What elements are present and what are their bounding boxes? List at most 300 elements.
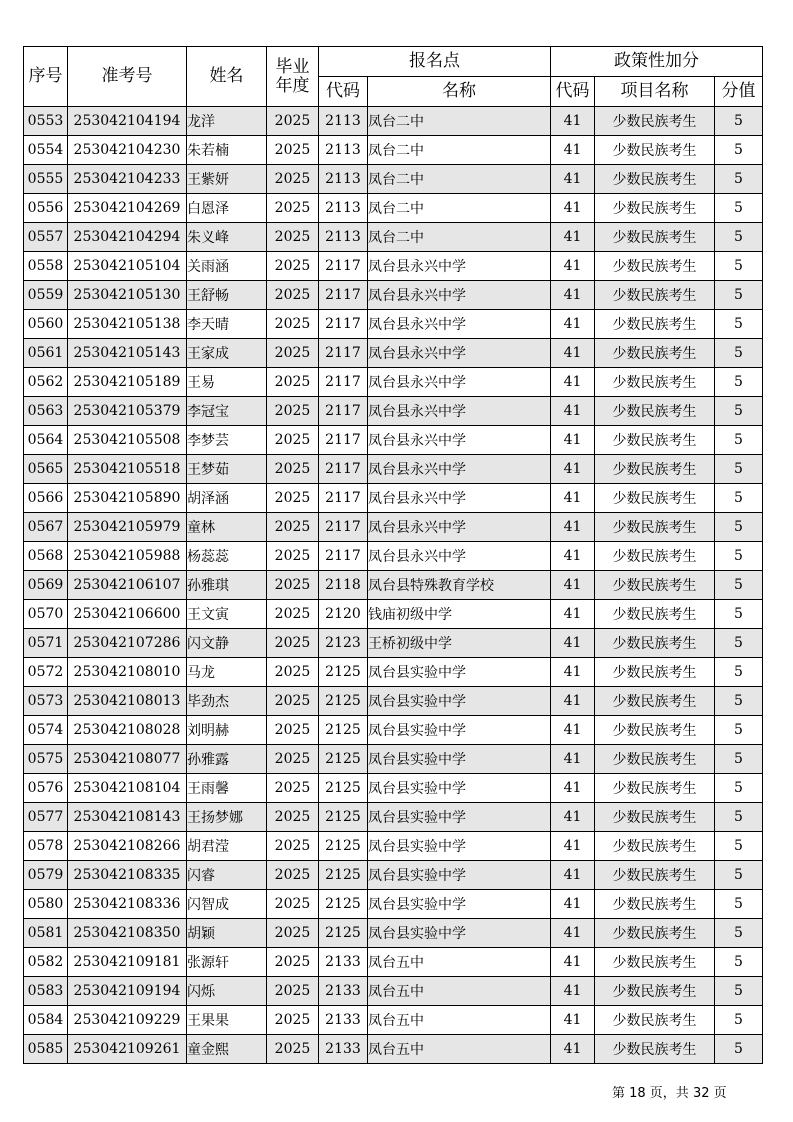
cell-bonus-value: 5	[715, 426, 763, 455]
header-bonus-value: 分值	[715, 77, 763, 107]
cell-site-name: 凤台五中	[368, 948, 551, 977]
cell-exam-no: 253042104269	[68, 194, 187, 223]
cell-site-code: 2125	[319, 890, 368, 919]
cell-bonus-code: 41	[551, 658, 595, 687]
cell-bonus-value: 5	[715, 107, 763, 136]
cell-name: 孙雅琪	[187, 571, 267, 600]
cell-exam-no: 253042105138	[68, 310, 187, 339]
cell-exam-no: 253042108336	[68, 890, 187, 919]
cell-seq: 0578	[24, 832, 68, 861]
cell-grad-year: 2025	[267, 252, 319, 281]
page-footer: 第 18 页，共 32 页	[612, 1086, 727, 1101]
cell-name: 马龙	[187, 658, 267, 687]
cell-bonus-code: 41	[551, 455, 595, 484]
table-row	[24, 513, 763, 542]
cell-site-name: 凤台二中	[368, 223, 551, 252]
cell-bonus-value: 5	[715, 194, 763, 223]
cell-seq: 0575	[24, 745, 68, 774]
table-row	[24, 977, 763, 1006]
cell-seq: 0567	[24, 513, 68, 542]
cell-exam-no: 253042104194	[68, 107, 187, 136]
cell-bonus-name: 少数民族考生	[595, 542, 715, 571]
cell-bonus-name: 少数民族考生	[595, 107, 715, 136]
cell-bonus-value: 5	[715, 977, 763, 1006]
cell-bonus-code: 41	[551, 716, 595, 745]
cell-site-name: 凤台县实验中学	[368, 832, 551, 861]
header-row-top	[24, 47, 763, 77]
table-row	[24, 919, 763, 948]
cell-seq: 0579	[24, 861, 68, 890]
cell-grad-year: 2025	[267, 455, 319, 484]
cell-site-name: 凤台县永兴中学	[368, 339, 551, 368]
cell-bonus-name: 少数民族考生	[595, 397, 715, 426]
cell-grad-year: 2025	[267, 600, 319, 629]
cell-site-name: 凤台县实验中学	[368, 890, 551, 919]
table-row	[24, 1006, 763, 1035]
cell-exam-no: 253042109181	[68, 948, 187, 977]
cell-seq: 0568	[24, 542, 68, 571]
cell-grad-year: 2025	[267, 629, 319, 658]
cell-site-code: 2117	[319, 252, 368, 281]
cell-exam-no: 253042108010	[68, 658, 187, 687]
cell-bonus-name: 少数民族考生	[595, 948, 715, 977]
cell-name: 朱义峰	[187, 223, 267, 252]
cell-site-name: 凤台县实验中学	[368, 774, 551, 803]
cell-site-code: 2125	[319, 687, 368, 716]
cell-grad-year: 2025	[267, 397, 319, 426]
cell-site-name: 凤台县实验中学	[368, 861, 551, 890]
table-row	[24, 397, 763, 426]
cell-seq: 0564	[24, 426, 68, 455]
cell-grad-year: 2025	[267, 310, 319, 339]
table-row	[24, 687, 763, 716]
cell-site-code: 2125	[319, 774, 368, 803]
cell-seq: 0562	[24, 368, 68, 397]
cell-bonus-name: 少数民族考生	[595, 832, 715, 861]
table-row	[24, 426, 763, 455]
cell-bonus-value: 5	[715, 861, 763, 890]
cell-grad-year: 2025	[267, 513, 319, 542]
cell-bonus-name: 少数民族考生	[595, 629, 715, 658]
cell-site-code: 2117	[319, 397, 368, 426]
cell-bonus-code: 41	[551, 861, 595, 890]
cell-grad-year: 2025	[267, 107, 319, 136]
cell-site-name: 凤台县永兴中学	[368, 281, 551, 310]
cell-site-name: 凤台县实验中学	[368, 803, 551, 832]
cell-site-code: 2117	[319, 426, 368, 455]
cell-name: 童金熙	[187, 1035, 267, 1064]
cell-site-code: 2117	[319, 281, 368, 310]
cell-site-code: 2123	[319, 629, 368, 658]
table-row	[24, 832, 763, 861]
cell-seq: 0576	[24, 774, 68, 803]
cell-seq: 0559	[24, 281, 68, 310]
cell-site-code: 2117	[319, 542, 368, 571]
cell-name: 王果果	[187, 1006, 267, 1035]
cell-site-name: 凤台县实验中学	[368, 745, 551, 774]
cell-seq: 0554	[24, 136, 68, 165]
cell-name: 王雨馨	[187, 774, 267, 803]
cell-site-code: 2117	[319, 368, 368, 397]
cell-site-code: 2125	[319, 861, 368, 890]
cell-seq: 0571	[24, 629, 68, 658]
cell-grad-year: 2025	[267, 165, 319, 194]
cell-grad-year: 2025	[267, 368, 319, 397]
cell-grad-year: 2025	[267, 890, 319, 919]
cell-bonus-value: 5	[715, 832, 763, 861]
cell-exam-no: 253042108350	[68, 919, 187, 948]
table-row	[24, 948, 763, 977]
cell-exam-no: 253042104233	[68, 165, 187, 194]
cell-bonus-code: 41	[551, 397, 595, 426]
table-row	[24, 194, 763, 223]
cell-site-name: 凤台五中	[368, 977, 551, 1006]
cell-exam-no: 253042105143	[68, 339, 187, 368]
cell-exam-no: 253042104294	[68, 223, 187, 252]
cell-bonus-value: 5	[715, 948, 763, 977]
cell-bonus-name: 少数民族考生	[595, 339, 715, 368]
cell-site-name: 凤台二中	[368, 194, 551, 223]
cell-site-name: 凤台县永兴中学	[368, 542, 551, 571]
cell-seq: 0558	[24, 252, 68, 281]
cell-name: 胡泽涵	[187, 484, 267, 513]
cell-seq: 0565	[24, 455, 68, 484]
cell-name: 龙洋	[187, 107, 267, 136]
cell-bonus-value: 5	[715, 716, 763, 745]
cell-bonus-code: 41	[551, 1006, 595, 1035]
cell-name: 李梦芸	[187, 426, 267, 455]
cell-grad-year: 2025	[267, 803, 319, 832]
cell-name: 童林	[187, 513, 267, 542]
cell-site-name: 凤台县特殊教育学校	[368, 571, 551, 600]
cell-bonus-value: 5	[715, 281, 763, 310]
cell-grad-year: 2025	[267, 716, 319, 745]
cell-name: 闪睿	[187, 861, 267, 890]
cell-bonus-name: 少数民族考生	[595, 455, 715, 484]
cell-bonus-code: 41	[551, 919, 595, 948]
cell-bonus-name: 少数民族考生	[595, 252, 715, 281]
cell-name: 闪烁	[187, 977, 267, 1006]
cell-bonus-code: 41	[551, 745, 595, 774]
cell-bonus-name: 少数民族考生	[595, 774, 715, 803]
cell-bonus-name: 少数民族考生	[595, 281, 715, 310]
cell-seq: 0577	[24, 803, 68, 832]
table-row	[24, 281, 763, 310]
cell-bonus-code: 41	[551, 252, 595, 281]
cell-name: 孙雅露	[187, 745, 267, 774]
table-row	[24, 136, 763, 165]
cell-bonus-code: 41	[551, 165, 595, 194]
cell-exam-no: 253042108143	[68, 803, 187, 832]
cell-site-code: 2133	[319, 1006, 368, 1035]
cell-bonus-value: 5	[715, 1035, 763, 1064]
cell-grad-year: 2025	[267, 774, 319, 803]
cell-site-name: 凤台二中	[368, 136, 551, 165]
cell-bonus-code: 41	[551, 107, 595, 136]
cell-site-name: 钱庙初级中学	[368, 600, 551, 629]
table-row	[24, 658, 763, 687]
cell-seq: 0570	[24, 600, 68, 629]
cell-bonus-name: 少数民族考生	[595, 1006, 715, 1035]
cell-site-code: 2113	[319, 223, 368, 252]
cell-bonus-name: 少数民族考生	[595, 368, 715, 397]
cell-name: 白恩泽	[187, 194, 267, 223]
cell-bonus-value: 5	[715, 803, 763, 832]
header-seq: 序号	[24, 47, 68, 107]
cell-seq: 0574	[24, 716, 68, 745]
cell-bonus-name: 少数民族考生	[595, 513, 715, 542]
cell-name: 王扬梦娜	[187, 803, 267, 832]
cell-exam-no: 253042105189	[68, 368, 187, 397]
cell-bonus-code: 41	[551, 948, 595, 977]
cell-seq: 0555	[24, 165, 68, 194]
cell-seq: 0563	[24, 397, 68, 426]
header-site-name: 名称	[368, 77, 551, 107]
header-bonus-name: 项目名称	[595, 77, 715, 107]
cell-site-name: 凤台县实验中学	[368, 687, 551, 716]
cell-site-name: 凤台县实验中学	[368, 658, 551, 687]
cell-exam-no: 253042108077	[68, 745, 187, 774]
table-row	[24, 803, 763, 832]
cell-bonus-value: 5	[715, 658, 763, 687]
cell-site-code: 2113	[319, 165, 368, 194]
cell-seq: 0573	[24, 687, 68, 716]
cell-bonus-code: 41	[551, 426, 595, 455]
cell-bonus-code: 41	[551, 1035, 595, 1064]
header-site-code: 代码	[319, 77, 368, 107]
cell-site-code: 2125	[319, 832, 368, 861]
cell-site-code: 2117	[319, 455, 368, 484]
cell-bonus-name: 少数民族考生	[595, 223, 715, 252]
table-row	[24, 1035, 763, 1064]
cell-name: 闪文静	[187, 629, 267, 658]
cell-bonus-code: 41	[551, 774, 595, 803]
cell-bonus-name: 少数民族考生	[595, 803, 715, 832]
cell-grad-year: 2025	[267, 658, 319, 687]
cell-bonus-value: 5	[715, 455, 763, 484]
cell-exam-no: 253042109194	[68, 977, 187, 1006]
cell-bonus-value: 5	[715, 629, 763, 658]
cell-bonus-value: 5	[715, 513, 763, 542]
cell-site-name: 凤台县永兴中学	[368, 484, 551, 513]
cell-exam-no: 253042108013	[68, 687, 187, 716]
cell-bonus-value: 5	[715, 136, 763, 165]
cell-bonus-value: 5	[715, 1006, 763, 1035]
header-site-group: 报名点	[319, 47, 551, 77]
cell-exam-no: 253042108266	[68, 832, 187, 861]
cell-site-code: 2133	[319, 977, 368, 1006]
cell-bonus-name: 少数民族考生	[595, 890, 715, 919]
cell-grad-year: 2025	[267, 977, 319, 1006]
cell-bonus-code: 41	[551, 832, 595, 861]
cell-bonus-value: 5	[715, 571, 763, 600]
cell-grad-year: 2025	[267, 339, 319, 368]
cell-bonus-name: 少数民族考生	[595, 919, 715, 948]
cell-name: 李天晴	[187, 310, 267, 339]
cell-site-name: 凤台二中	[368, 107, 551, 136]
cell-site-code: 2125	[319, 658, 368, 687]
cell-name: 王易	[187, 368, 267, 397]
cell-bonus-value: 5	[715, 397, 763, 426]
cell-exam-no: 253042108104	[68, 774, 187, 803]
cell-name: 胡君滢	[187, 832, 267, 861]
cell-site-code: 2133	[319, 948, 368, 977]
cell-site-name: 凤台五中	[368, 1035, 551, 1064]
cell-grad-year: 2025	[267, 832, 319, 861]
cell-bonus-value: 5	[715, 223, 763, 252]
cell-name: 王文寅	[187, 600, 267, 629]
cell-bonus-value: 5	[715, 745, 763, 774]
cell-bonus-value: 5	[715, 542, 763, 571]
cell-grad-year: 2025	[267, 745, 319, 774]
cell-bonus-name: 少数民族考生	[595, 861, 715, 890]
cell-grad-year: 2025	[267, 1035, 319, 1064]
cell-seq: 0582	[24, 948, 68, 977]
header-exam-no: 准考号	[68, 47, 187, 107]
cell-bonus-code: 41	[551, 890, 595, 919]
cell-bonus-name: 少数民族考生	[595, 658, 715, 687]
cell-seq: 0561	[24, 339, 68, 368]
cell-bonus-code: 41	[551, 310, 595, 339]
cell-bonus-value: 5	[715, 484, 763, 513]
cell-bonus-name: 少数民族考生	[595, 745, 715, 774]
cell-seq: 0556	[24, 194, 68, 223]
table-row	[24, 571, 763, 600]
cell-site-code: 2133	[319, 1035, 368, 1064]
cell-grad-year: 2025	[267, 542, 319, 571]
cell-site-name: 凤台县永兴中学	[368, 310, 551, 339]
table-row	[24, 600, 763, 629]
cell-site-code: 2125	[319, 745, 368, 774]
cell-bonus-code: 41	[551, 687, 595, 716]
cell-exam-no: 253042104230	[68, 136, 187, 165]
cell-seq: 0580	[24, 890, 68, 919]
cell-grad-year: 2025	[267, 136, 319, 165]
cell-site-name: 凤台县永兴中学	[368, 252, 551, 281]
cell-seq: 0557	[24, 223, 68, 252]
cell-bonus-name: 少数民族考生	[595, 194, 715, 223]
cell-site-name: 凤台五中	[368, 1006, 551, 1035]
cell-bonus-name: 少数民族考生	[595, 1035, 715, 1064]
cell-grad-year: 2025	[267, 919, 319, 948]
cell-site-code: 2113	[319, 194, 368, 223]
cell-site-name: 王桥初级中学	[368, 629, 551, 658]
table-row	[24, 745, 763, 774]
cell-site-code: 2118	[319, 571, 368, 600]
cell-bonus-value: 5	[715, 368, 763, 397]
cell-bonus-name: 少数民族考生	[595, 426, 715, 455]
cell-exam-no: 253042105130	[68, 281, 187, 310]
cell-grad-year: 2025	[267, 948, 319, 977]
cell-exam-no: 253042105979	[68, 513, 187, 542]
cell-bonus-value: 5	[715, 687, 763, 716]
cell-bonus-name: 少数民族考生	[595, 310, 715, 339]
cell-bonus-name: 少数民族考生	[595, 977, 715, 1006]
table-row	[24, 252, 763, 281]
cell-exam-no: 253042109261	[68, 1035, 187, 1064]
table-row	[24, 107, 763, 136]
cell-bonus-value: 5	[715, 165, 763, 194]
cell-site-code: 2120	[319, 600, 368, 629]
cell-site-name: 凤台县永兴中学	[368, 513, 551, 542]
cell-grad-year: 2025	[267, 281, 319, 310]
cell-seq: 0581	[24, 919, 68, 948]
cell-site-name: 凤台县实验中学	[368, 919, 551, 948]
header-bonus-code: 代码	[551, 77, 595, 107]
cell-site-name: 凤台县永兴中学	[368, 455, 551, 484]
cell-bonus-name: 少数民族考生	[595, 716, 715, 745]
cell-site-name: 凤台县永兴中学	[368, 426, 551, 455]
cell-bonus-value: 5	[715, 310, 763, 339]
cell-site-name: 凤台县永兴中学	[368, 397, 551, 426]
cell-exam-no: 253042108028	[68, 716, 187, 745]
cell-seq: 0583	[24, 977, 68, 1006]
cell-exam-no: 253042105104	[68, 252, 187, 281]
cell-site-name: 凤台二中	[368, 165, 551, 194]
table-row	[24, 861, 763, 890]
table-row	[24, 542, 763, 571]
cell-bonus-code: 41	[551, 542, 595, 571]
cell-bonus-value: 5	[715, 919, 763, 948]
cell-bonus-value: 5	[715, 252, 763, 281]
cell-grad-year: 2025	[267, 223, 319, 252]
table-row	[24, 629, 763, 658]
cell-name: 王梦茹	[187, 455, 267, 484]
cell-bonus-code: 41	[551, 484, 595, 513]
cell-bonus-value: 5	[715, 600, 763, 629]
cell-name: 杨蕊蕊	[187, 542, 267, 571]
cell-exam-no: 253042105988	[68, 542, 187, 571]
cell-seq: 0585	[24, 1035, 68, 1064]
table-row	[24, 455, 763, 484]
cell-name: 李冠宝	[187, 397, 267, 426]
cell-name: 胡颖	[187, 919, 267, 948]
cell-exam-no: 253042105518	[68, 455, 187, 484]
cell-seq: 0584	[24, 1006, 68, 1035]
cell-grad-year: 2025	[267, 194, 319, 223]
cell-site-code: 2125	[319, 803, 368, 832]
cell-name: 关雨涵	[187, 252, 267, 281]
cell-site-code: 2113	[319, 136, 368, 165]
cell-site-name: 凤台县实验中学	[368, 716, 551, 745]
cell-bonus-name: 少数民族考生	[595, 136, 715, 165]
table-row	[24, 774, 763, 803]
cell-name: 张源轩	[187, 948, 267, 977]
cell-seq: 0560	[24, 310, 68, 339]
cell-grad-year: 2025	[267, 426, 319, 455]
cell-site-code: 2117	[319, 513, 368, 542]
cell-site-code: 2117	[319, 484, 368, 513]
cell-exam-no: 253042105379	[68, 397, 187, 426]
cell-site-code: 2117	[319, 310, 368, 339]
cell-exam-no: 253042108335	[68, 861, 187, 890]
table-row	[24, 484, 763, 513]
cell-site-code: 2125	[319, 716, 368, 745]
cell-bonus-code: 41	[551, 571, 595, 600]
header-grad-year: 毕业 年度	[267, 47, 319, 107]
cell-exam-no: 253042105508	[68, 426, 187, 455]
cell-exam-no: 253042105890	[68, 484, 187, 513]
table-body	[24, 107, 763, 1064]
cell-exam-no: 253042106107	[68, 571, 187, 600]
cell-exam-no: 253042106600	[68, 600, 187, 629]
cell-bonus-code: 41	[551, 223, 595, 252]
cell-name: 朱若楠	[187, 136, 267, 165]
table-row	[24, 310, 763, 339]
header-bonus-group: 政策性加分	[551, 47, 763, 77]
cell-grad-year: 2025	[267, 861, 319, 890]
cell-bonus-code: 41	[551, 977, 595, 1006]
